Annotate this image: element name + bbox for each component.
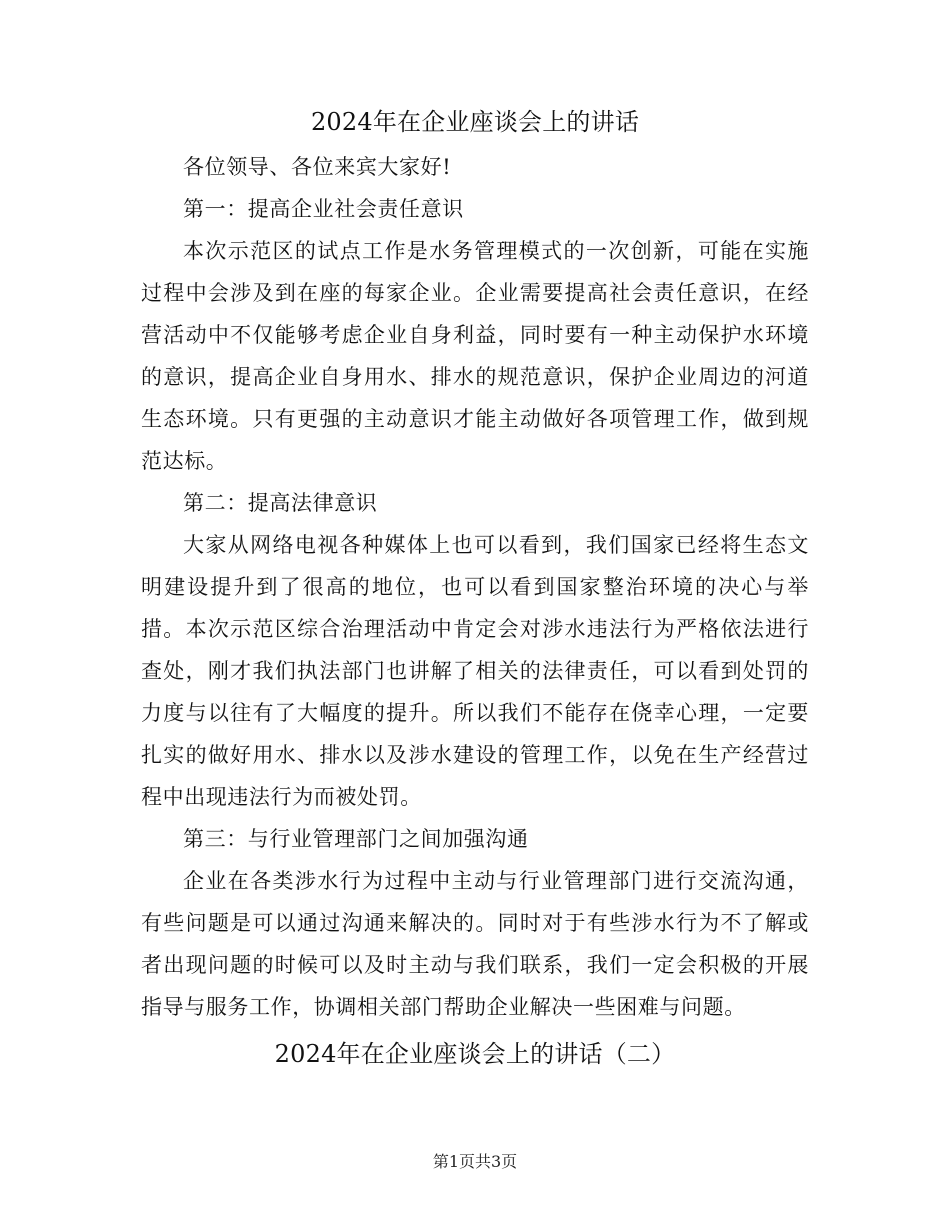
document-subtitle: 2024年在企业座谈会上的讲话（二） (274, 1040, 676, 1068)
page-number: 第1页共3页 (432, 1152, 518, 1171)
section-heading-2: 第二：提高法律意识 (183, 491, 378, 515)
body-paragraph-2: 大家从网络电视各种媒体上也可以看到，我们国家已经将生态文明建设提升到了很高的地位，也可以看到国家整治环境的决心与举措。本次示范区综合治理活动中肯定会对涉水违法行为严格依法进行查处，刚才我们执法部门也讲解了相关的法律责任，可以看到处罚的力度与以往有了大幅度的提升。所以我们不能存在侥幸心理，一定要扎实的做好用水、排水以及涉水建设的管理工作，以免在生产经营过程中出现违法行为而被处罚。 (141, 533, 809, 809)
document-body (141, 100, 809, 1076)
section-heading-1: 第一：提高企业社会责任意识 (183, 197, 464, 221)
greeting-paragraph: 各位领导、各位来宾大家好! (183, 155, 452, 179)
body-paragraph-3: 企业在各类涉水行为过程中主动与行业管理部门进行交流沟通，有些问题是可以通过沟通来解决的。同时对于有些涉水行为不了解或者出现问题的时候可以及时主动与我们联系，我们一定会积极的开展指导与服务工作，协调相关部门帮助企业解决一些困难与问题。 (141, 869, 809, 1019)
section-heading-3: 第三：与行业管理部门之间加强沟通 (183, 827, 529, 851)
body-paragraph-1: 本次示范区的试点工作是水务管理模式的一次创新，可能在实施过程中会涉及到在座的每家企业。企业需要提高社会责任意识，在经营活动中不仅能够考虑企业自身利益，同时要有一种主动保护水环境的意识，提高企业自身用水、排水的规范意识，保护企业周边的河道生态环境。只有更强的主动意识才能主动做好各项管理工作，做到规范达标。 (141, 239, 809, 473)
document-title: 2024年在企业座谈会上的讲话 (310, 108, 640, 136)
